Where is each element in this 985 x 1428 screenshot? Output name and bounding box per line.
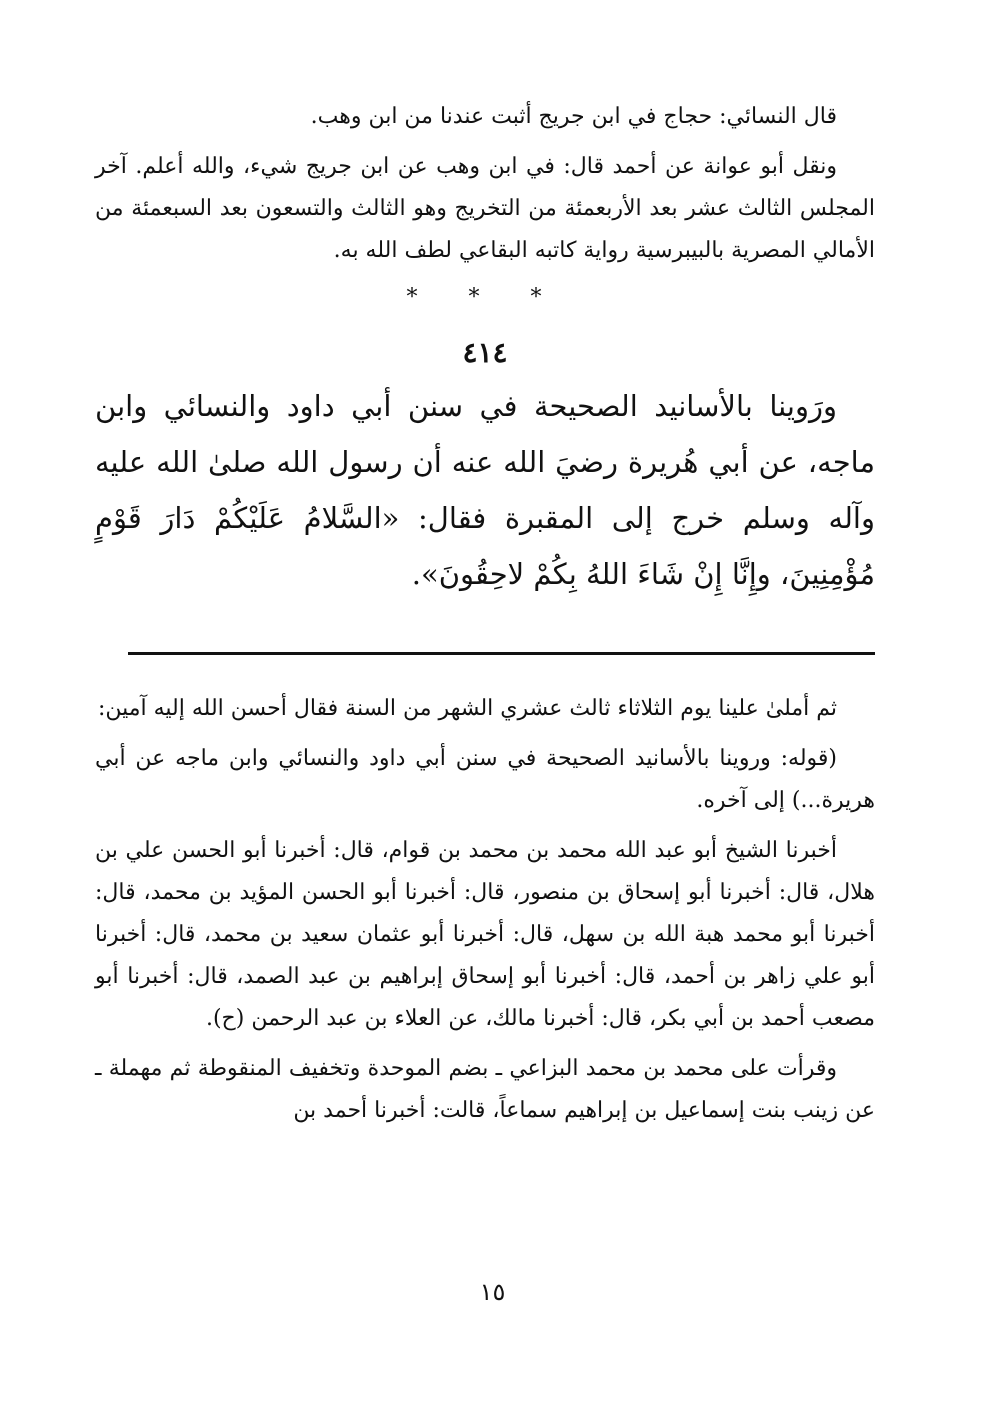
footnote-paragraph-3: أخبرنا الشيخ أبو عبد الله محمد بن محمد بن قوام، قال: أخبرنا أبو الحسن علي بن هلال، قال: أخبرنا أبو إسحاق بن منصور، قال: أخبرنا أبو الحسن المؤيد بن محمد، قال: أخبرنا أبو محمد هبة الله بن سهل، قال: أخبرنا أبو عثمان سعيد بن محمد، قال: أخبرنا أبو علي زاهر بن أحمد، قال: أخبرنا أبو إسحاق إبراهيم بن عبد الصمد، قال: أخبرنا أبو مصعب أحمد بن أبي بكر، قال: أخبرنا مالك، عن العلاء بن عبد الرحمن (ح). — [95, 838, 875, 1031]
top-paragraph-2: ونقل أبو عوانة عن أحمد قال: في ابن وهب عن ابن جريج شيء، والله أعلم. آخر المجلس الثالث عشر بعد الأربعمئة من التخريج وهو الثالث والتسعون بعد السبعمئة من الأمالي المصرية بالبيبرسية رواية كاتبه البقاعي لطف الله به. — [95, 154, 875, 263]
hadith-main-text: ورَوينا بالأسانيد الصحيحة في سنن أبي داود والنسائي وابن ماجه، عن أبي هُريرة رضيَ الله عنه أن رسول الله صلىٰ الله عليه وآله وسلم خرج إلى المقبرة فقال: «السَّلامُ عَلَيْكُمْ دَارَ قَوْمٍ مُؤْمِنِينَ، وإِنَّا إِنْ شَاءَ اللهُ بِكُمْ لاحِقُونَ». — [95, 389, 875, 591]
entry-number: ٤١٤ — [462, 336, 508, 369]
footnote-paragraph-4: وقرأت على محمد بن محمد البزاعي ـ بضم الموحدة وتخفيف المنقوطة ثم مهملة ـ عن زينب بنت إسماعيل بن إبراهيم سماعاً، قالت: أخبرنا أحمد بن — [95, 1056, 875, 1123]
top-section — [95, 96, 875, 602]
top-paragraph-1: قال النسائي: حجاج في ابن جريج أثبت عندنا من ابن وهب. — [310, 104, 837, 129]
page-number: ١٥ — [479, 1278, 506, 1306]
footnote-divider — [128, 652, 875, 655]
footnote-paragraph-1: ثم أملىٰ علينا يوم الثلاثاء ثالث عشري الشهر من السنة فقال أحسن الله إليه آمين: — [97, 696, 837, 721]
section-separator: * * * — [406, 285, 564, 310]
footnote-section — [95, 688, 875, 1132]
footnote-paragraph-2: (قوله: وروينا بالأسانيد الصحيحة في سنن أبي داود والنسائي وابن ماجه عن أبي هريرة...) إلى آخره. — [95, 746, 875, 813]
